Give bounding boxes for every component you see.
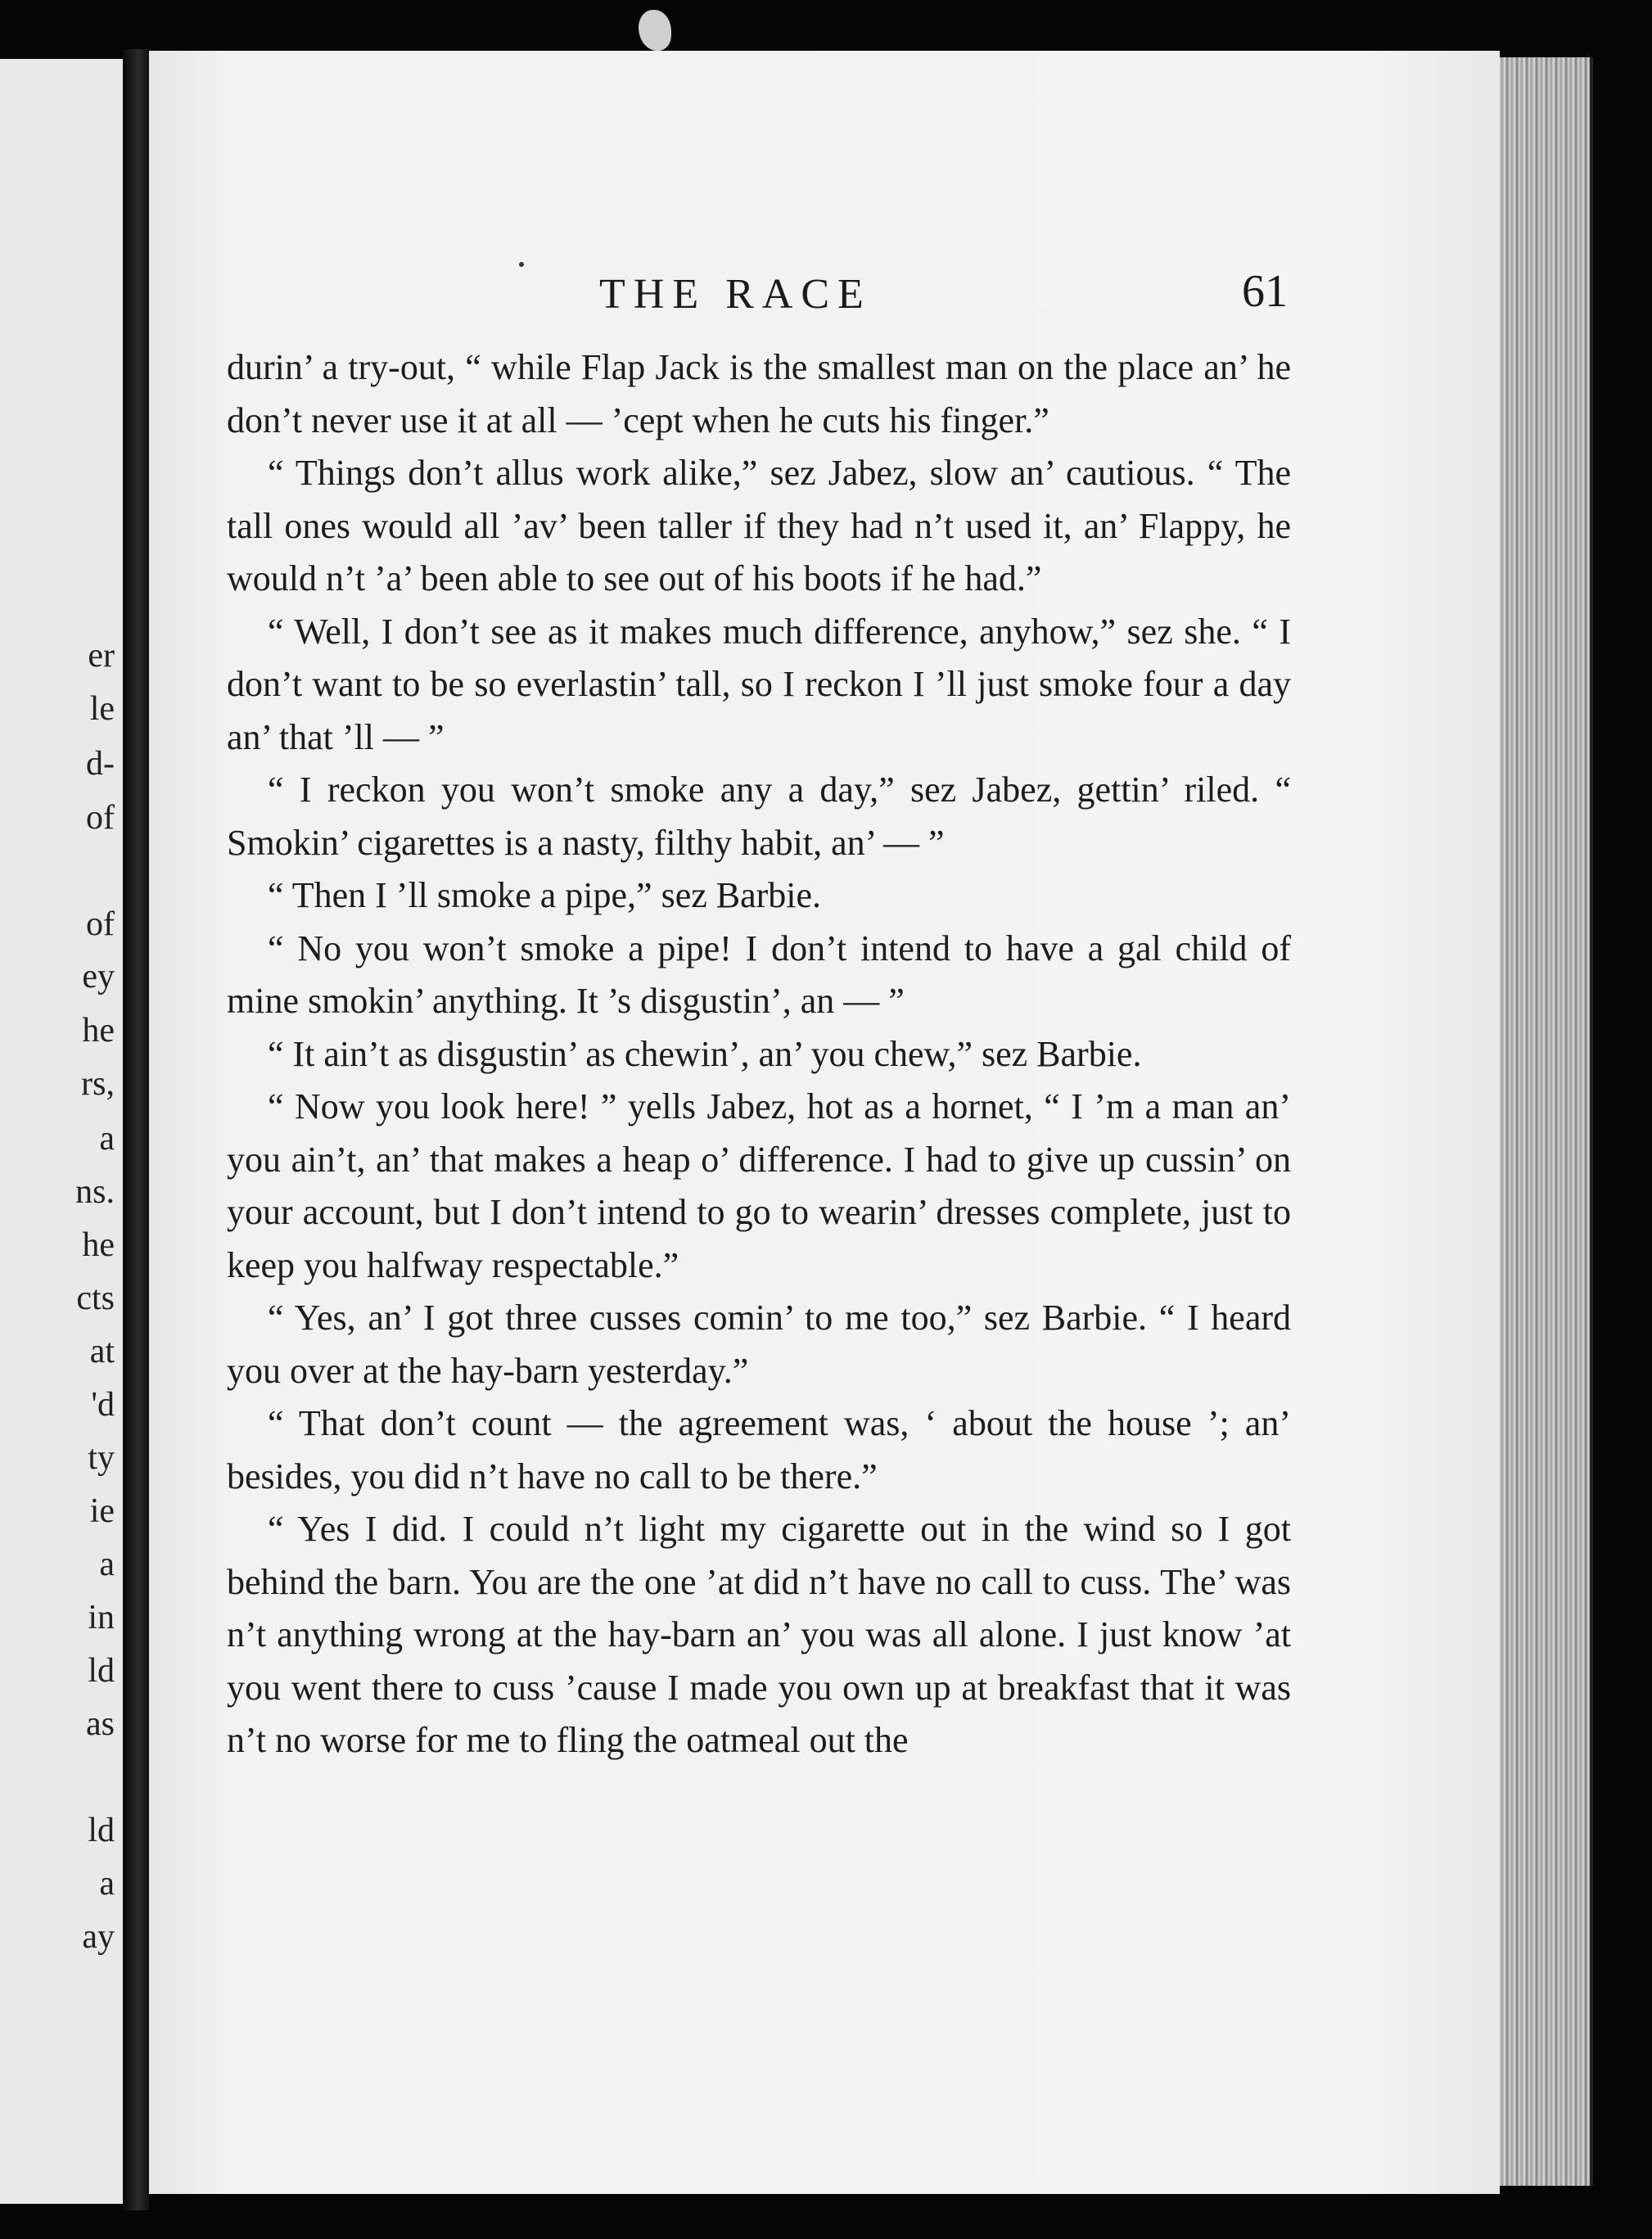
left-page-line-fragment: in bbox=[88, 1599, 115, 1636]
running-title: THE RACE bbox=[599, 271, 872, 318]
paragraph: “ Yes I did. I could n’t light my cigarette out in the wind so I got behind the barn. You are the one ’at did n’t have no call to cuss. The’ was n’t anything wrong at the hay-barn an’ you was all alone. I just know ’at you went there to cuss ’cause I made you own up at breakfast that it was n’t no worse for me to fling the oatmeal out the bbox=[227, 1509, 1291, 1760]
paragraph: “ I reckon you won’t smoke any a day,” sez Jabez, gettin’ riled. “ Smokin’ cigarettes is a nasty, filthy habit, an’ — ” bbox=[227, 770, 1291, 863]
left-page-line-fragment: a bbox=[99, 1865, 115, 1903]
left-page-line-fragment: he bbox=[82, 1012, 115, 1050]
left-page-line-fragment: cts bbox=[76, 1280, 115, 1317]
paragraph: “ Yes, an’ I got three cusses comin’ to me too,” sez Barbie. “ I heard you over at the hay-barn yesterday.” bbox=[227, 1298, 1291, 1391]
left-page-line-fragment: ld bbox=[88, 1652, 115, 1690]
left-page-line-fragment: ty bbox=[88, 1439, 115, 1477]
scan-speck bbox=[639, 10, 671, 51]
book-spine-shadow bbox=[123, 49, 149, 2210]
facing-page-left bbox=[0, 59, 134, 2204]
left-page-line-fragment: he bbox=[82, 1226, 115, 1264]
left-page-line-fragment: of bbox=[86, 905, 115, 943]
left-page-line-fragment: 'd bbox=[91, 1386, 115, 1424]
left-page-line-fragment: of bbox=[86, 799, 115, 837]
left-page-line-fragment: a bbox=[99, 1120, 115, 1158]
left-page-line-fragment: at bbox=[89, 1333, 115, 1370]
paragraph: “ Well, I don’t see as it makes much difference, anyhow,” sez she. “ I don’t want to be so everlastin’ tall, so I reckon I ’ll just smoke four a day an’ that ’ll — ” bbox=[227, 611, 1291, 757]
left-page-line-fragment: ay bbox=[82, 1918, 115, 1956]
left-page-line-fragment: er bbox=[88, 637, 115, 675]
page-number: 61 bbox=[1242, 266, 1288, 317]
left-page-line-fragment: d- bbox=[86, 745, 115, 783]
paragraph: “ Things don’t allus work alike,” sez Jabez, slow an’ cautious. “ The tall ones would all ’av’ been taller if they had n’t used it, an’ Flappy, he would n’t ’a’ been able to see out of his boots if he had.” bbox=[227, 453, 1291, 598]
paragraph: “ No you won’t smoke a pipe! I don’t intend to have a gal child of mine smokin’ anything. It ’s disgustin’, an — ” bbox=[227, 928, 1291, 1021]
paragraph: “ That don’t count — the agreement was, ‘ about the house ’; an’ besides, you did n’t have no call to be there.” bbox=[227, 1403, 1291, 1496]
page-edges bbox=[1500, 57, 1593, 2186]
left-page-line-fragment: as bbox=[86, 1705, 115, 1743]
left-page-line-fragment: ie bbox=[89, 1492, 115, 1530]
left-page-line-fragment: ld bbox=[88, 1812, 115, 1849]
left-page-line-fragment: le bbox=[89, 690, 115, 728]
book-page bbox=[149, 51, 1500, 2194]
paragraph: “ Now you look here! ” yells Jabez, hot as a hornet, “ I ’m a man an’ you ain’t, an’ that makes a heap o’ difference. I had to give up cussin’ on your account, but I don’t intend to go to wearin’ dresses complete, just to keep you halfway respectable.” bbox=[227, 1086, 1291, 1285]
left-page-line-fragment: rs, bbox=[81, 1065, 115, 1103]
left-page-line-fragment: a bbox=[99, 1546, 115, 1583]
left-page-line-fragment: ns. bbox=[75, 1173, 115, 1211]
left-page-line-fragment: ey bbox=[82, 958, 115, 995]
paragraph: “ It ain’t as disgustin’ as chewin’, an’ you chew,” sez Barbie. bbox=[268, 1033, 1142, 1074]
paragraph: “ Then I ’ll smoke a pipe,” sez Barbie. bbox=[268, 875, 822, 915]
body-text bbox=[227, 341, 1291, 1767]
paragraph: durin’ a try-out, “ while Flap Jack is the smallest man on the place an’ he don’t never use it at all — ’cept when he cuts his finger.” bbox=[227, 347, 1291, 440]
ink-dot bbox=[519, 262, 524, 267]
